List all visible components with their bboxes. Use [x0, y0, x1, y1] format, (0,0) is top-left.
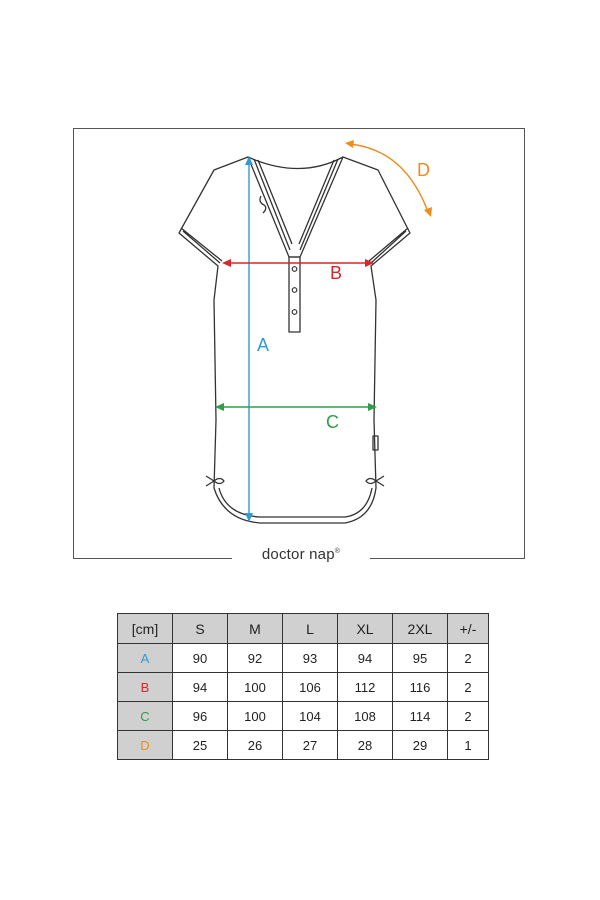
row-label-b: B — [118, 673, 173, 702]
table-row — [118, 731, 489, 760]
header-size-xl: XL — [338, 614, 393, 644]
button-3 — [292, 310, 297, 315]
header-size-s: S — [173, 614, 228, 644]
left-side-tie — [206, 476, 224, 486]
size-table-header — [118, 614, 489, 644]
cell: 26 — [228, 731, 283, 760]
button-2 — [292, 288, 297, 293]
measure-a — [245, 156, 253, 522]
row-label-d: D — [118, 731, 173, 760]
cell: 28 — [338, 731, 393, 760]
right-sleeve-cuff — [369, 228, 408, 263]
header-unit: [cm] — [118, 614, 173, 644]
cell: 114 — [393, 702, 448, 731]
header-size-2xl: 2XL — [393, 614, 448, 644]
cell: 93 — [283, 644, 338, 673]
cell: 92 — [228, 644, 283, 673]
cell: 104 — [283, 702, 338, 731]
button-1 — [292, 267, 297, 272]
cell: 25 — [173, 731, 228, 760]
cell: 90 — [173, 644, 228, 673]
row-label-c: C — [118, 702, 173, 731]
measure-b — [222, 259, 374, 267]
cell: 94 — [173, 673, 228, 702]
header-size-m: M — [228, 614, 283, 644]
cell: 27 — [283, 731, 338, 760]
label-c: C — [326, 412, 339, 432]
cell: 95 — [393, 644, 448, 673]
cell: 112 — [338, 673, 393, 702]
cell: 108 — [338, 702, 393, 731]
header-tolerance: +/- — [448, 614, 489, 644]
cell: 2 — [448, 702, 489, 731]
cell: 100 — [228, 702, 283, 731]
cell: 1 — [448, 731, 489, 760]
row-label-a: A — [118, 644, 173, 673]
table-row — [118, 644, 489, 673]
label-b: B — [330, 263, 343, 283]
table-row — [118, 673, 489, 702]
right-side-tie — [366, 476, 384, 486]
cell: 106 — [283, 673, 338, 702]
cell: 116 — [393, 673, 448, 702]
cell: 100 — [228, 673, 283, 702]
brand-logo — [232, 546, 370, 563]
cell: 2 — [448, 644, 489, 673]
garment-outline — [179, 157, 410, 523]
hem-band — [219, 488, 372, 517]
cell: 29 — [393, 731, 448, 760]
size-table — [117, 613, 489, 760]
measure-c — [215, 403, 377, 411]
brand-name: doctor nap — [261, 546, 335, 563]
cell: 2 — [448, 673, 489, 702]
cell: 96 — [173, 702, 228, 731]
table-row — [118, 702, 489, 731]
header-size-l: L — [283, 614, 338, 644]
label-a: A — [257, 335, 270, 355]
left-sleeve-cuff — [181, 228, 222, 263]
label-d: D — [417, 160, 430, 180]
registered-mark: ® — [334, 548, 341, 555]
cell: 94 — [338, 644, 393, 673]
